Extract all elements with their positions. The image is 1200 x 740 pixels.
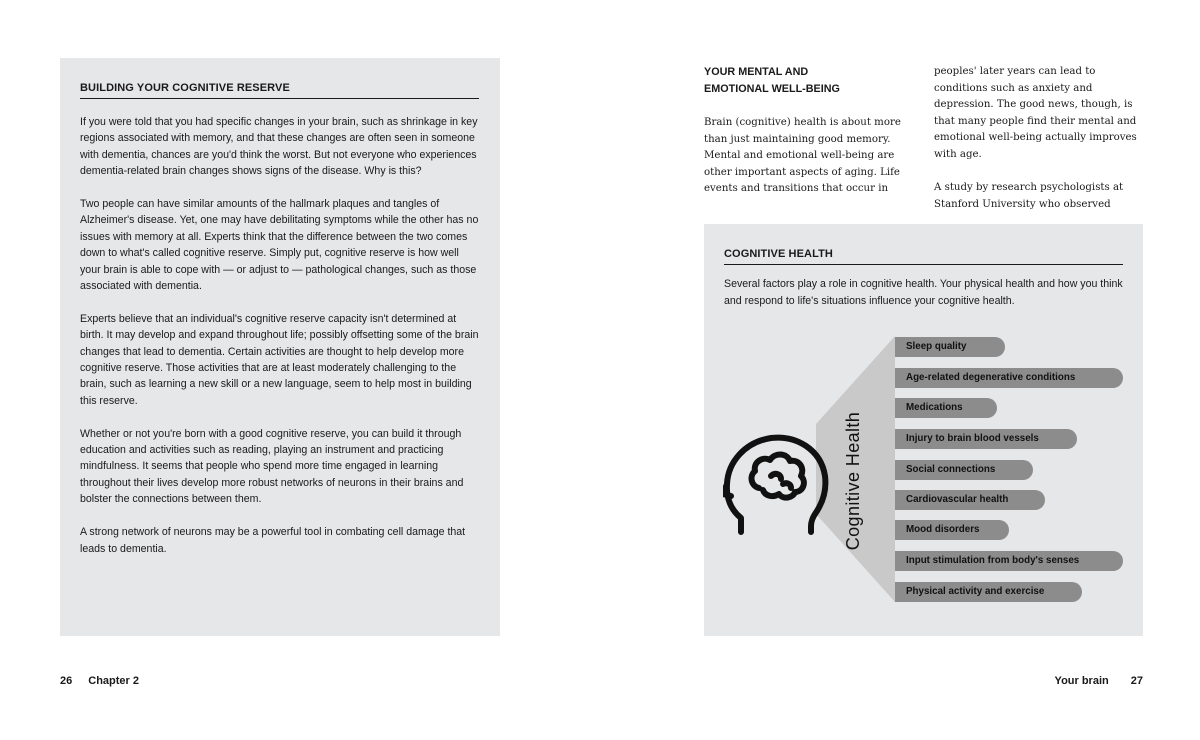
factor-social-connections: Social connections	[895, 460, 1033, 480]
paragraph: Brain (cognitive) health is about more than just maintaining good memory. Mental and emotional well-being are other important aspects of aging. Life events and transitions that occur in	[704, 117, 901, 195]
cognitive-health-label	[843, 401, 869, 561]
factor-cardiovascular-health: Cardiovascular health	[895, 490, 1045, 510]
cognitive-health-heading: COGNITIVE HEALTH	[724, 248, 1123, 265]
cognitive-health-box	[704, 224, 1143, 636]
section-label: Your brain	[1054, 675, 1109, 687]
cognitive-health-label-text: Cognitive Health	[843, 411, 863, 551]
cognitive-health-intro: Several factors play a role in cognitive health. Your physical health and how you think and respond to life's situations influence your cognitive health.	[724, 278, 1123, 307]
factor-physical-activity: Physical activity and exercise	[895, 582, 1082, 602]
paragraph: Experts believe that an individual's cognitive reserve capacity isn't determined at birth. It may develop and expand throughout life; possibly offsetting some of the brain changes that lead to dementia. Certain activities are thought to help develop more cognitive reserve. Those activities that are at least moderately challenging to the brain, such as learning a new skill or a new language, seem to help most in building this reserve.	[80, 312, 479, 407]
paragraph: A study by research psychologists at Stanford University who observed	[934, 182, 1124, 210]
paragraph: If you were told that you had specific changes in your brain, such as shrinkage in key regions associated with memory, and that these changes are often seen in someone with dementia, chances are you'd think the worst. But not everyone who experiences dementia-related brain changes shows signs of the disease. Why is this?	[80, 116, 478, 178]
text-column-1	[704, 64, 906, 198]
factor-age-related-conditions: Age-related degenerative conditions	[895, 368, 1123, 388]
factor-mood-disorders: Mood disorders	[895, 520, 1009, 540]
text-column-2	[934, 64, 1142, 213]
footer-right	[1055, 675, 1143, 687]
section-heading	[704, 64, 906, 97]
chapter-label: Chapter 2	[88, 675, 139, 687]
head-brain-icon	[723, 426, 835, 538]
cognitive-reserve-body	[80, 114, 482, 573]
section-heading-line: YOUR MENTAL AND	[704, 66, 809, 78]
factor-medications: Medications	[895, 398, 997, 418]
paragraph: Two people can have similar amounts of the hallmark plaques and tangles of Alzheimer's disease. Yet, one may have debilitating symptoms while the other has no issues with memory at all. Experts think that the difference between the two comes down to what's called cognitive reserve. Simply put, cognitive reserve is how well your brain is able to cope with — or adjust to — pathological changes, such as those associated with dementia.	[80, 198, 479, 293]
page-number: 27	[1130, 675, 1143, 687]
factor-sleep-quality: Sleep quality	[895, 337, 1005, 357]
cognitive-reserve-box	[60, 58, 500, 636]
paragraph: A strong network of neurons may be a powerful tool in combating cell damage that leads to dementia.	[80, 526, 466, 555]
paragraph: Whether or not you're born with a good cognitive reserve, you can build it through education and activities such as reading, playing an instrument and practicing mindfulness. It seems that people who spend more time engaged in learning throughout their lives develop more robust networks of neurons in their brains and bolster the connections between them.	[80, 427, 464, 506]
factor-input-stimulation: Input stimulation from body's senses	[895, 551, 1123, 571]
paragraph: peoples' later years can lead to conditions such as anxiety and depression. The good news, though, is that many people find their mental and emotional well-being actually improves with age.	[934, 66, 1137, 160]
factor-injury-blood-vessels: Injury to brain blood vessels	[895, 429, 1077, 449]
section-heading-line: EMOTIONAL WELL-BEING	[704, 82, 840, 95]
cognitive-reserve-heading: BUILDING YOUR COGNITIVE RESERVE	[80, 82, 479, 99]
page-number: 26	[60, 675, 73, 687]
footer-left	[60, 675, 139, 687]
